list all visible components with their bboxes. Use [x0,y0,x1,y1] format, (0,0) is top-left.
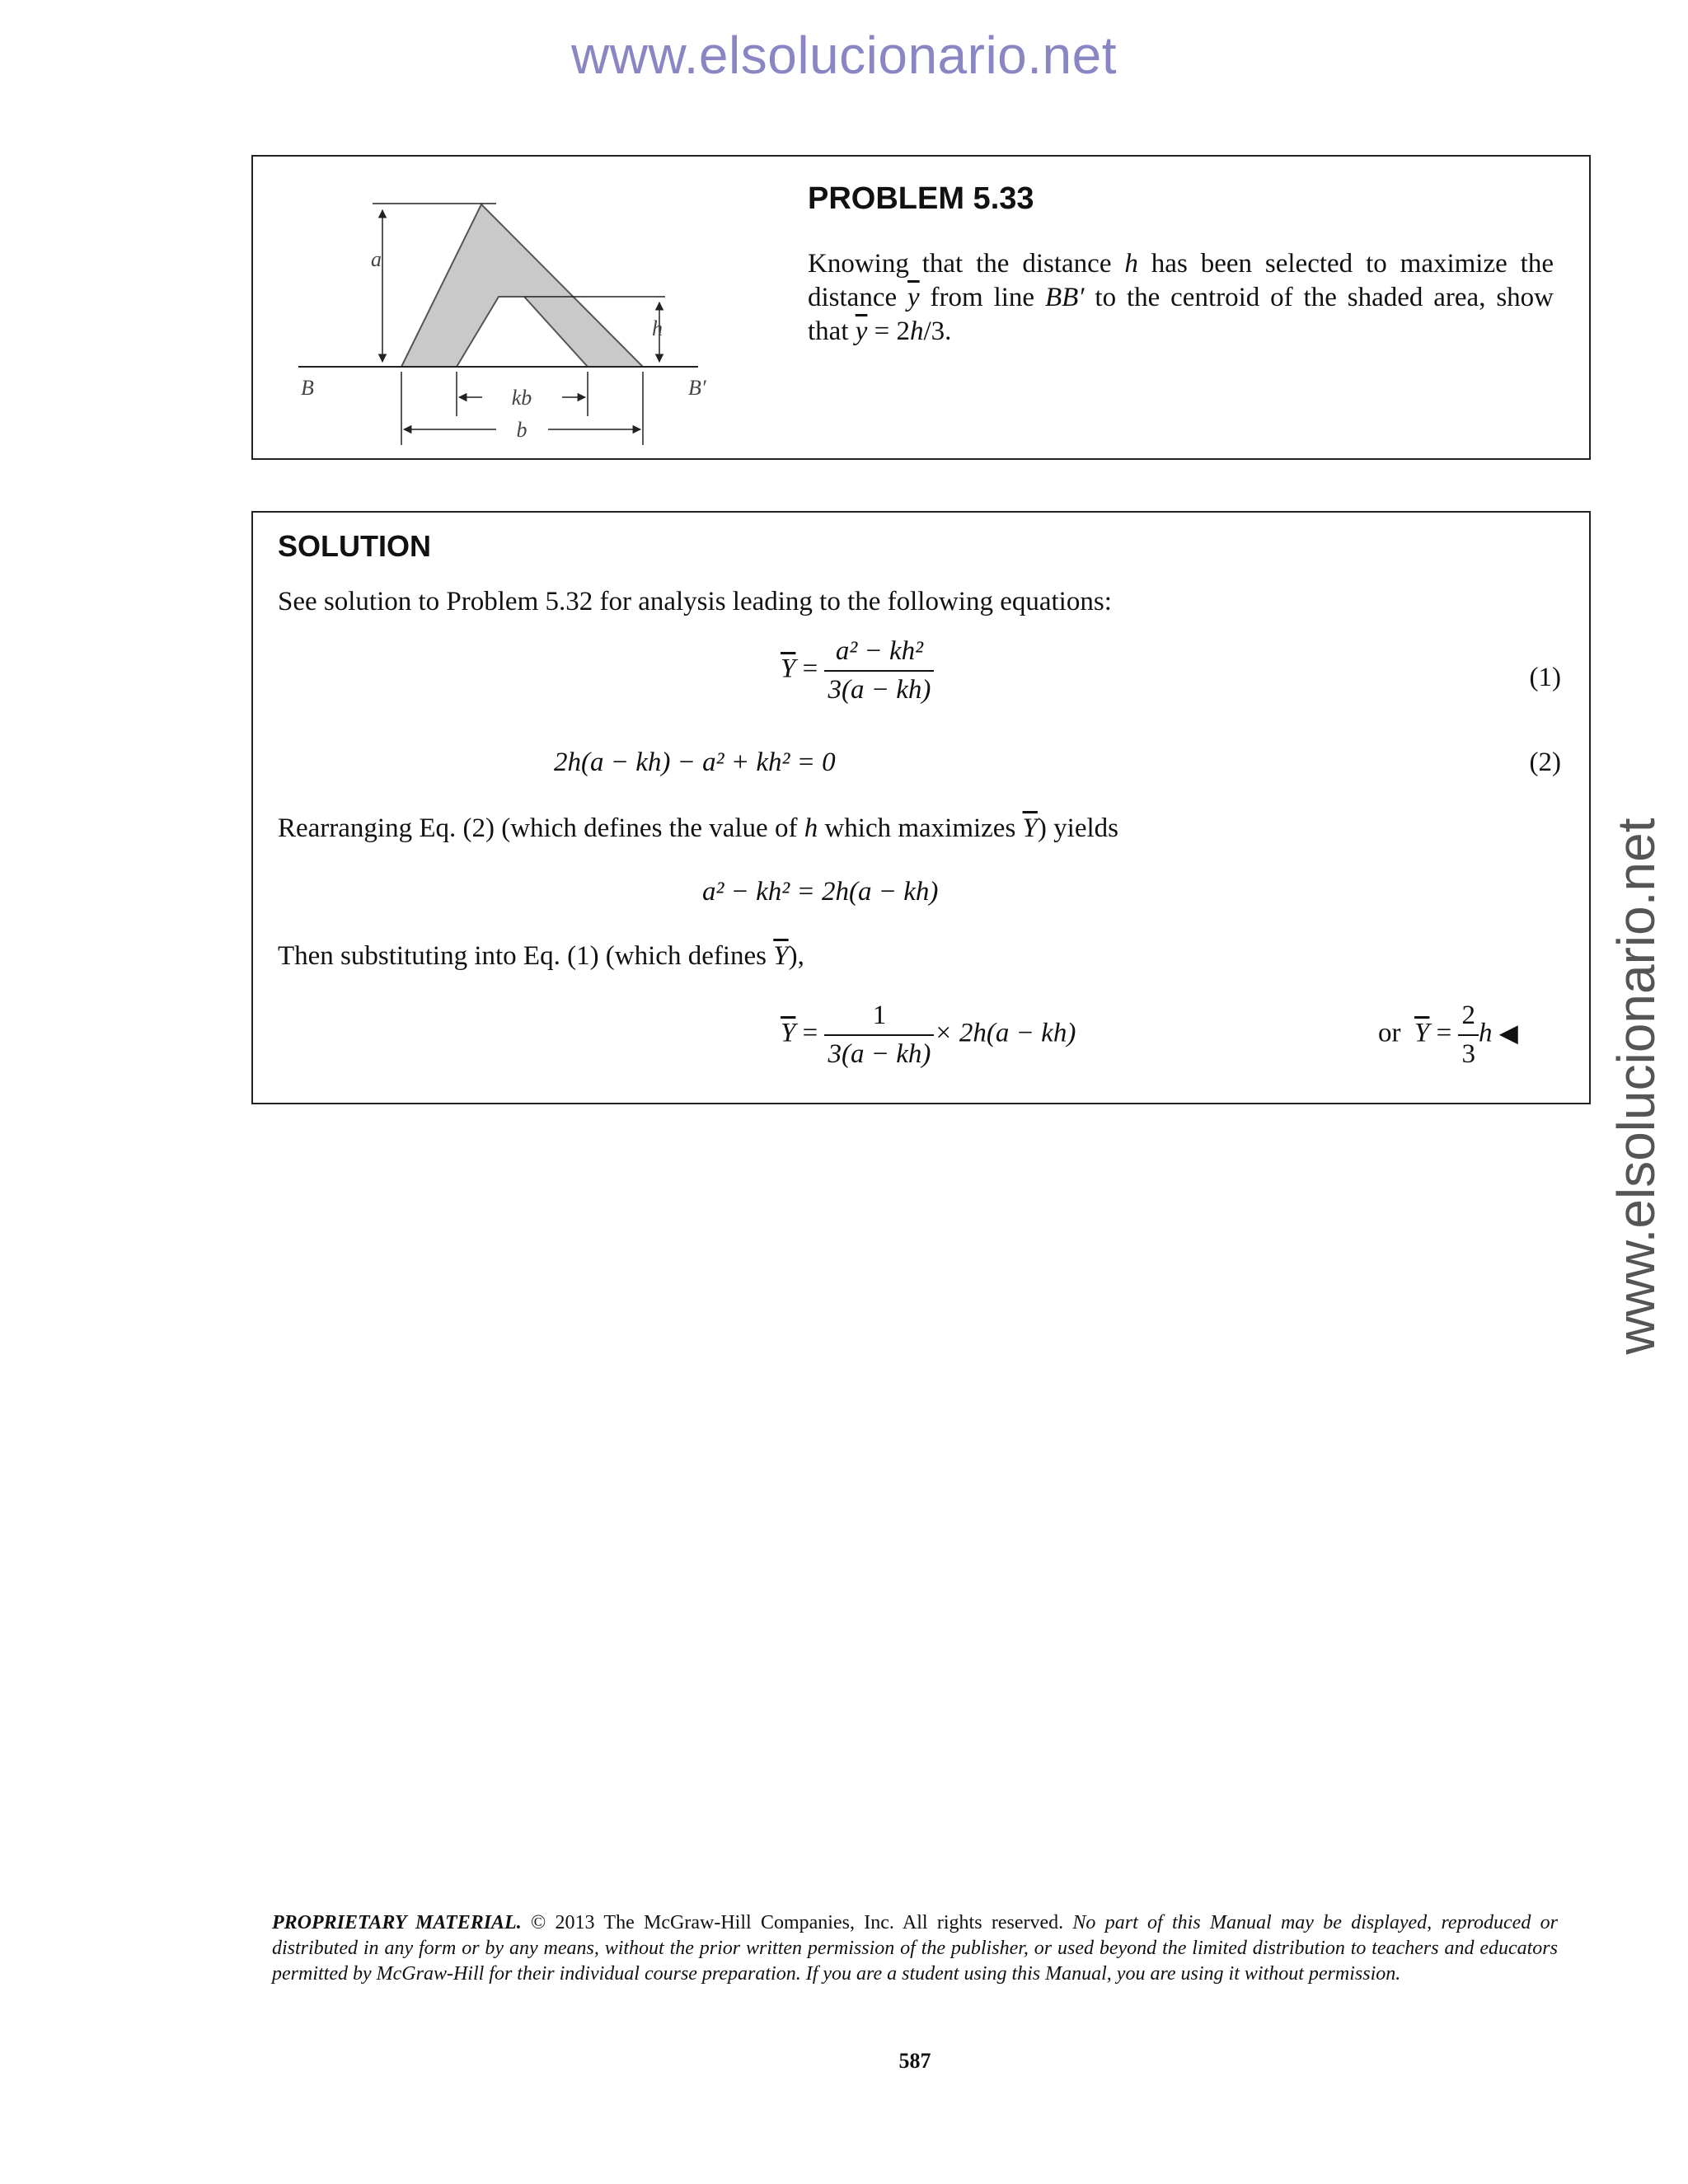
shaded-area [401,204,643,367]
solution-intro: See solution to Problem 5.32 for analysis leading to the following equations: [278,587,1112,616]
equation-4: $\overline{Y}$ = $\frac{1}{3(a - kh)}$ × 2h(a − kh) [781,1001,1076,1069]
label-a: a [371,247,382,271]
page-number: 587 [898,2049,931,2073]
equation-1-number: (1) [1529,663,1561,692]
substituting-text: Then substituting into Eq. (1) (which defines $\overline{Y}$), [278,941,804,971]
label-B: B [301,376,314,400]
label-B-prime: B′ [688,376,706,400]
equation-2: 2h(a − kh) − a² + kh² = 0 [554,748,836,777]
equation-3: a² − kh² = 2h(a − kh) [702,877,939,907]
label-kb: kb [511,386,532,410]
problem-title: PROBLEM 5.33 [808,181,1034,216]
watermark-side: www.elsolucionario.net [1606,818,1666,1355]
final-result: or $\overline{Y}$ = $\frac{2}{3}$ h ◀ [1378,1001,1518,1069]
solution-title: SOLUTION [278,529,431,563]
problem-box [251,155,1591,460]
problem-statement: Knowing that the distance h has been selected to maximize the distance $\overline{y}$ from line BB′ to the centroid of the shaded area, show that $\overline{y} = 2h/3$. [808,249,1554,346]
equation-2-number: (2) [1529,748,1561,777]
label-b: b [516,418,528,442]
watermark-top: www.elsolucionario.net [571,26,1117,85]
problem-figure [294,177,739,453]
solution-box [251,511,1591,1104]
label-h: h [652,316,663,340]
end-of-solution-icon: ◀ [1498,1019,1518,1048]
footer-notice: PROPRIETARY MATERIAL. © 2013 The McGraw-Hill Companies, Inc. All rights reserved. No part of this Manual may be displayed, reproduced or distributed in any form or by any means, without the prior written permission of the publisher, or used beyond the limited distribution to teachers and educators permitted by McGraw-Hill for their individual course preparation. If you are a student using this Manual, you are using it without permission. [272,1912,1558,1985]
equation-1: $\overline{Y}$ = $\frac{\text{a² − kh²}}{3(a - kh)}$ [781,636,934,705]
rearranging-text: Rearranging Eq. (2) (which defines the value of h which maximizes $\overline{Y}$) yields [278,813,1118,843]
